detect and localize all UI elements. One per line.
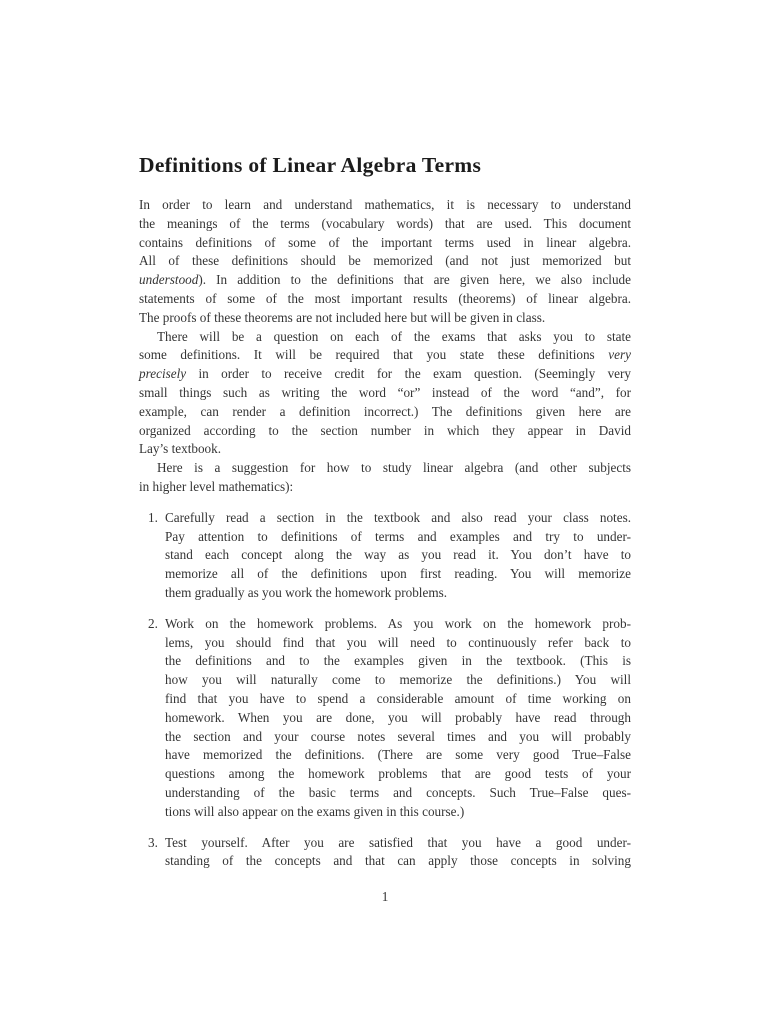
text-line: find that you have to spend a considerable amount of time working on [165, 690, 631, 706]
text-line: the meanings of the terms (vocabulary words) that are used. This document [139, 215, 631, 231]
paragraph [139, 459, 631, 497]
text-line: Test yourself. After you are satisfied that you have a good under- [165, 834, 631, 850]
text-line: There will be a question on each of the exams that asks you to state [157, 328, 631, 344]
text-line: The proofs of these theorems are not included here but will be given in class. [139, 309, 546, 325]
text-line: statements of some of the most important results (theorems) of linear algebra. [139, 290, 631, 306]
list-item [139, 509, 631, 603]
text-line: Here is a suggestion for how to study linear algebra (and other subjects [157, 460, 631, 476]
text-line: contains definitions of some of the important terms used in linear algebra. [139, 234, 631, 250]
text-line: questions among the homework problems that are good tests of your [165, 766, 631, 782]
paragraph [139, 328, 631, 460]
list-item [139, 615, 631, 822]
text-line: stand each concept along the way as you read it. You don’t have to [165, 547, 631, 563]
text-line: example, can render a definition incorrect.) The definitions given here are [139, 403, 631, 419]
text-line: homework. When you are done, you will probably have read through [165, 709, 631, 725]
paragraph [139, 196, 631, 328]
text-line: standing of the concepts and that can apply those concepts in solving [165, 853, 631, 869]
text-line: All of these definitions should be memorized (and not just memorized but [139, 253, 631, 269]
page-number: 1 [381, 889, 389, 904]
text-line: Lay’s textbook. [139, 441, 222, 457]
text-line: precisely in order to receive credit for the exam question. (Seemingly very [139, 366, 631, 382]
text-line: organized according to the section number in which they appear in David [139, 422, 631, 438]
text-line: Work on the homework problems. As you work on the homework prob- [165, 615, 631, 631]
text-line: lems, you should find that you will need to continuously refer back to [165, 634, 631, 650]
document-body [139, 196, 631, 871]
text-line: some definitions. It will be required that you state these definitions very [139, 347, 631, 363]
text-line: small things such as writing the word “or” instead of the word “and”, for [139, 384, 631, 400]
emphasized-text: understood [139, 272, 199, 288]
emphasized-text: very [608, 347, 631, 363]
text-line: the definitions and to the examples given in the textbook. (This is [165, 653, 631, 669]
list-item-number: 2. [148, 615, 158, 631]
text-line: tions will also appear on the exams given in this course.) [165, 803, 465, 819]
text-line: in higher level mathematics): [139, 478, 294, 494]
text-line: memorize all of the definitions upon first reading. You will memorize [165, 566, 631, 582]
text-line: Carefully read a section in the textbook and also read your class notes. [165, 509, 631, 525]
text-line: them gradually as you work the homework problems. [165, 584, 448, 600]
list-item-number: 3. [148, 834, 158, 850]
text-line: how you will naturally come to memorize the definitions.) You will [165, 672, 631, 688]
document-title: Definitions of Linear Algebra Terms [139, 153, 482, 177]
list-item-number: 1. [148, 509, 158, 525]
text-line: In order to learn and understand mathematics, it is necessary to understand [139, 197, 631, 212]
list-item [139, 834, 631, 872]
text-line: understood). In addition to the definitions that are given here, we also include [139, 272, 631, 288]
text-line: have memorized the definitions. (There are some very good True–False [165, 747, 631, 763]
text-line: Pay attention to definitions of terms and examples and try to under- [165, 528, 631, 544]
text-line: understanding of the basic terms and concepts. Such True–False ques- [165, 784, 631, 800]
emphasized-text: precisely [139, 366, 187, 382]
text-line: the section and your course notes several times and you will probably [165, 728, 631, 744]
